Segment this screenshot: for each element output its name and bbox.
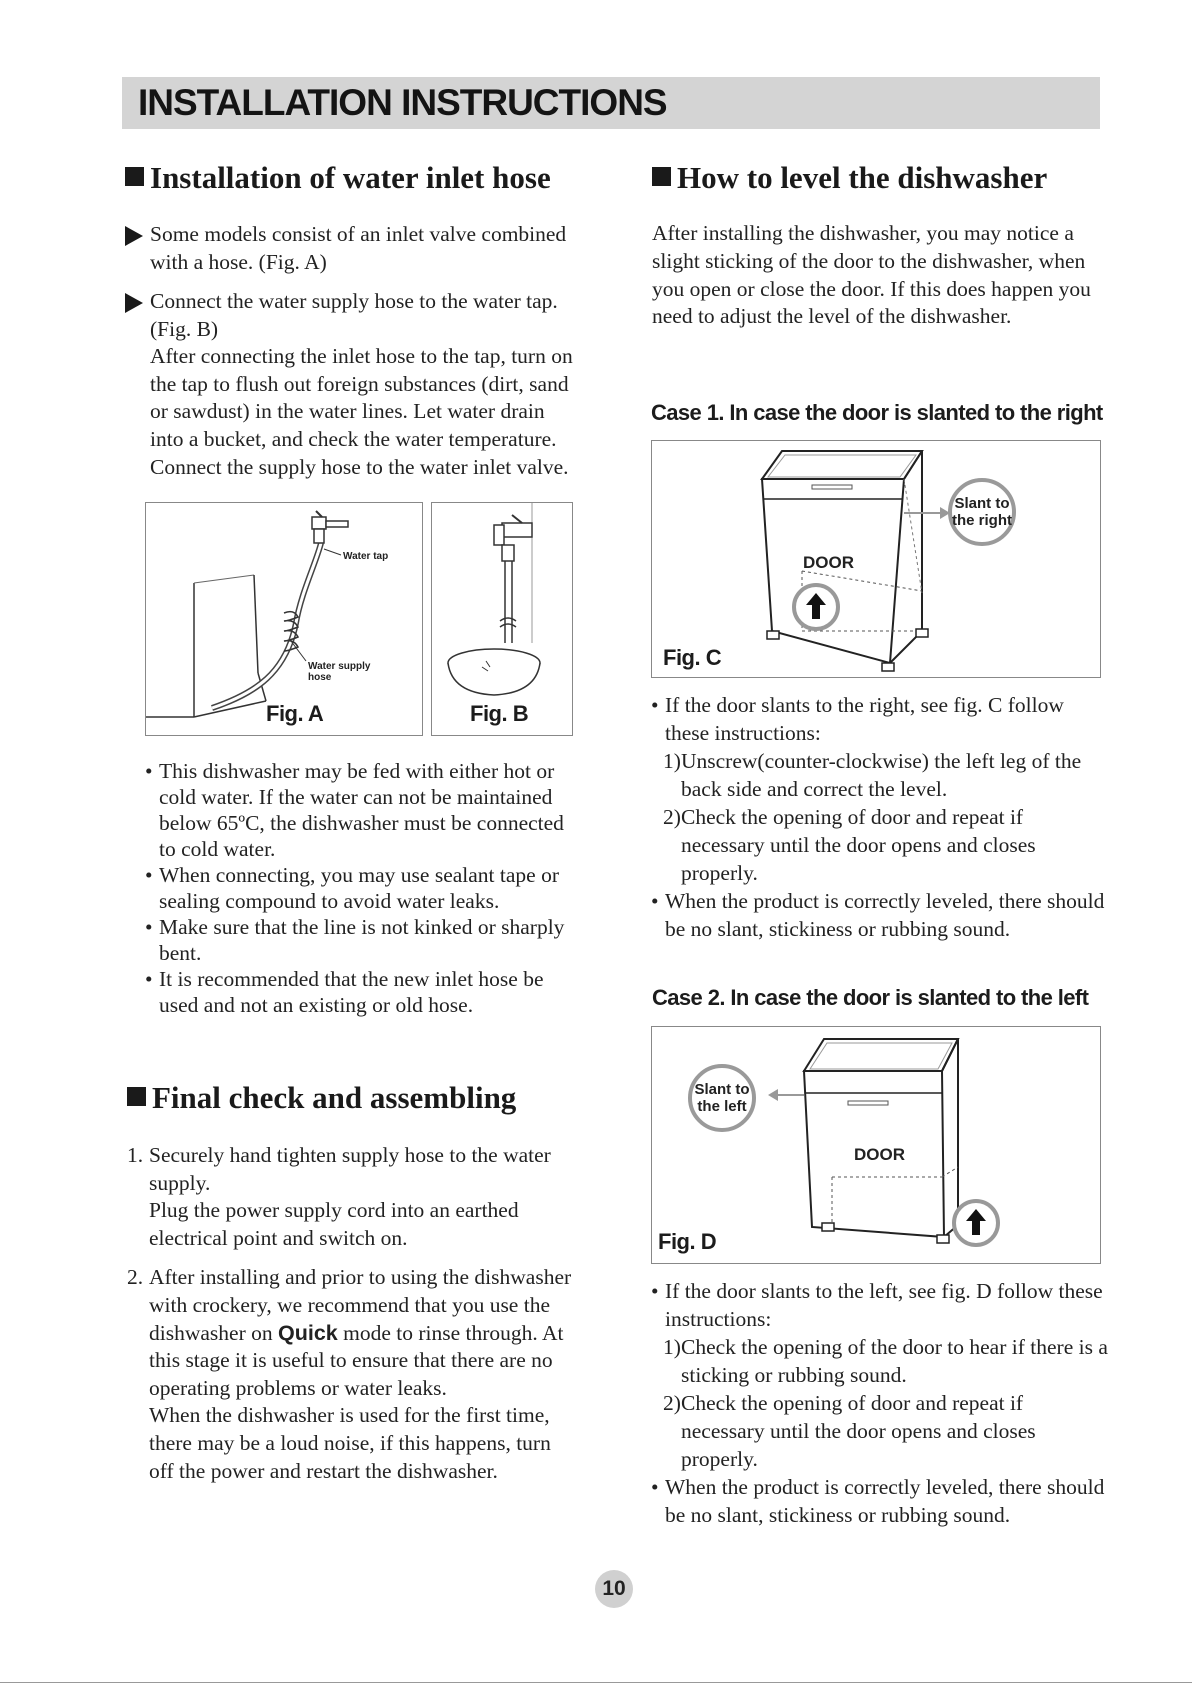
level-section-heading — [652, 160, 1047, 196]
inlet-item-2-detail: After connecting the inlet hose to the tap, turn on the tap to flush out foreign substances (dirt, sand or sawdust) in the water lines. Let water drain into a bucket, and check the water temperature. Connect the supply hose to the water inlet valve. — [150, 344, 573, 479]
step-number: 2) — [663, 805, 681, 829]
final-heading-text: Final check and assembling — [152, 1080, 517, 1115]
case-1-instructions — [651, 691, 1111, 943]
case-2-step-1-text: Check the opening of the door to hear if there is a sticking or rubbing sound. — [681, 1335, 1108, 1387]
page-number: 10 — [595, 1570, 633, 1608]
inlet-bullet-list — [145, 758, 575, 1018]
case-2-step-1 — [651, 1333, 1111, 1389]
quick-mode-label: Quick — [277, 1320, 338, 1345]
fig-a-label: Fig. A — [266, 701, 324, 726]
final-step-2-detail: When the dishwasher is used for the first time, there may be a loud noise, if this happens, turn off the power and restart the dishwasher. — [149, 1403, 551, 1483]
bottom-divider — [0, 1682, 1192, 1683]
final-step-1-text: Securely hand tighten supply hose to the water supply. — [149, 1143, 551, 1195]
final-section-heading — [127, 1080, 516, 1116]
figure-a — [145, 502, 423, 736]
fig-c-label: Fig. C — [663, 645, 722, 670]
inlet-heading-text: Installation of water inlet hose — [150, 160, 551, 195]
case-1-step-2-text: Check the opening of door and repeat if necessary until the door opens and closes properly. — [681, 805, 1036, 885]
final-step-1 — [127, 1142, 577, 1252]
final-step-2-text: After installing and prior to using the dishwasher with crockery, we recommend that you use the dishwasher on — [149, 1265, 572, 1345]
figure-c — [651, 440, 1101, 678]
arrow-bullet-icon — [125, 226, 143, 246]
step-number: 1) — [663, 749, 681, 773]
case-2-step-2-text: Check the opening of door and repeat if necessary until the door opens and closes properly. — [681, 1391, 1036, 1471]
case-2-step-2 — [651, 1389, 1111, 1473]
case-1-step-2 — [651, 803, 1111, 887]
inlet-bullet: • When connecting, you may use sealant tape or sealing compound to avoid water leaks. — [145, 862, 575, 914]
final-step-2-text-cont: mode to rinse through. At this stage it is useful to ensure that there are no operating problems or water leaks. — [149, 1320, 564, 1400]
inlet-item-1-text: Some models consist of an inlet valve combined with a hose. (Fig. A) — [150, 222, 567, 274]
step-number: 1) — [663, 1335, 681, 1359]
inlet-item-1 — [125, 221, 580, 276]
slant-right-badge: Slant to the right — [948, 478, 1016, 546]
fig-c-illustration — [652, 441, 1102, 679]
slant-left-badge: Slant to the left — [688, 1064, 756, 1132]
step-number: 2. — [127, 1265, 144, 1290]
square-bullet-icon — [652, 167, 671, 186]
inlet-bullet: • It is recommended that the new inlet hose be used and not an existing or old hose. — [145, 966, 575, 1018]
final-step-1-detail: Plug the power supply cord into an earthed electrical point and switch on. — [149, 1198, 519, 1250]
case-1-title: Case 1. In case the door is slanted to the right — [651, 400, 1103, 425]
step-number: 2) — [663, 1391, 681, 1415]
final-steps — [127, 1142, 577, 1485]
level-heading-text: How to level the dishwasher — [677, 160, 1048, 195]
inlet-item-2 — [125, 288, 580, 481]
case-2-outro: • When the product is correctly leveled, there should be no slant, stickiness or rubbing sound. — [651, 1473, 1111, 1529]
level-intro: After installing the dishwasher, you may notice a slight sticking of the door to the dishwasher, when you open or close the door. If this does happen you need to adjust the level of the dishwasher. — [652, 221, 1091, 329]
inlet-bullet: • Make sure that the line is not kinked or sharply bent. — [145, 914, 575, 966]
fig-d-label: Fig. D — [658, 1229, 717, 1254]
square-bullet-icon — [125, 167, 144, 186]
case-2-instructions — [651, 1277, 1111, 1529]
case-1-step-1-text: Unscrew(counter-clockwise) the left leg of the back side and correct the level. — [681, 749, 1082, 801]
final-step-2 — [127, 1264, 577, 1485]
inlet-item-2-text: Connect the water supply hose to the water tap. (Fig. B) — [150, 289, 558, 341]
figure-b — [431, 502, 573, 736]
water-tap-label: Water tap — [343, 551, 389, 562]
case-1-intro: • If the door slants to the right, see fig. C follow these instructions: — [651, 691, 1111, 747]
fig-b-label: Fig. B — [470, 701, 529, 726]
page-title: INSTALLATION INSTRUCTIONS — [138, 82, 667, 123]
step-number: 1. — [127, 1143, 144, 1167]
case-1-outro: • When the product is correctly leveled, there should be no slant, stickiness or rubbing sound. — [651, 887, 1111, 943]
door-label: DOOR — [854, 1145, 905, 1164]
case-1-step-1 — [651, 747, 1111, 803]
water-supply-hose-label: Water supply hose — [308, 661, 371, 683]
inlet-section-heading — [125, 160, 551, 196]
case-2-intro: • If the door slants to the left, see fig. D follow these instructions: — [651, 1277, 1111, 1333]
square-bullet-icon — [127, 1087, 146, 1106]
figure-d — [651, 1026, 1101, 1264]
arrow-bullet-icon — [125, 293, 143, 313]
inlet-bullet: • This dishwasher may be fed with either hot or cold water. If the water can not be maintained below 65ºC, the dishwasher must be connected to cold water. — [145, 758, 575, 862]
case-2-title: Case 2. In case the door is slanted to the left — [652, 985, 1089, 1010]
door-label: DOOR — [803, 553, 854, 572]
